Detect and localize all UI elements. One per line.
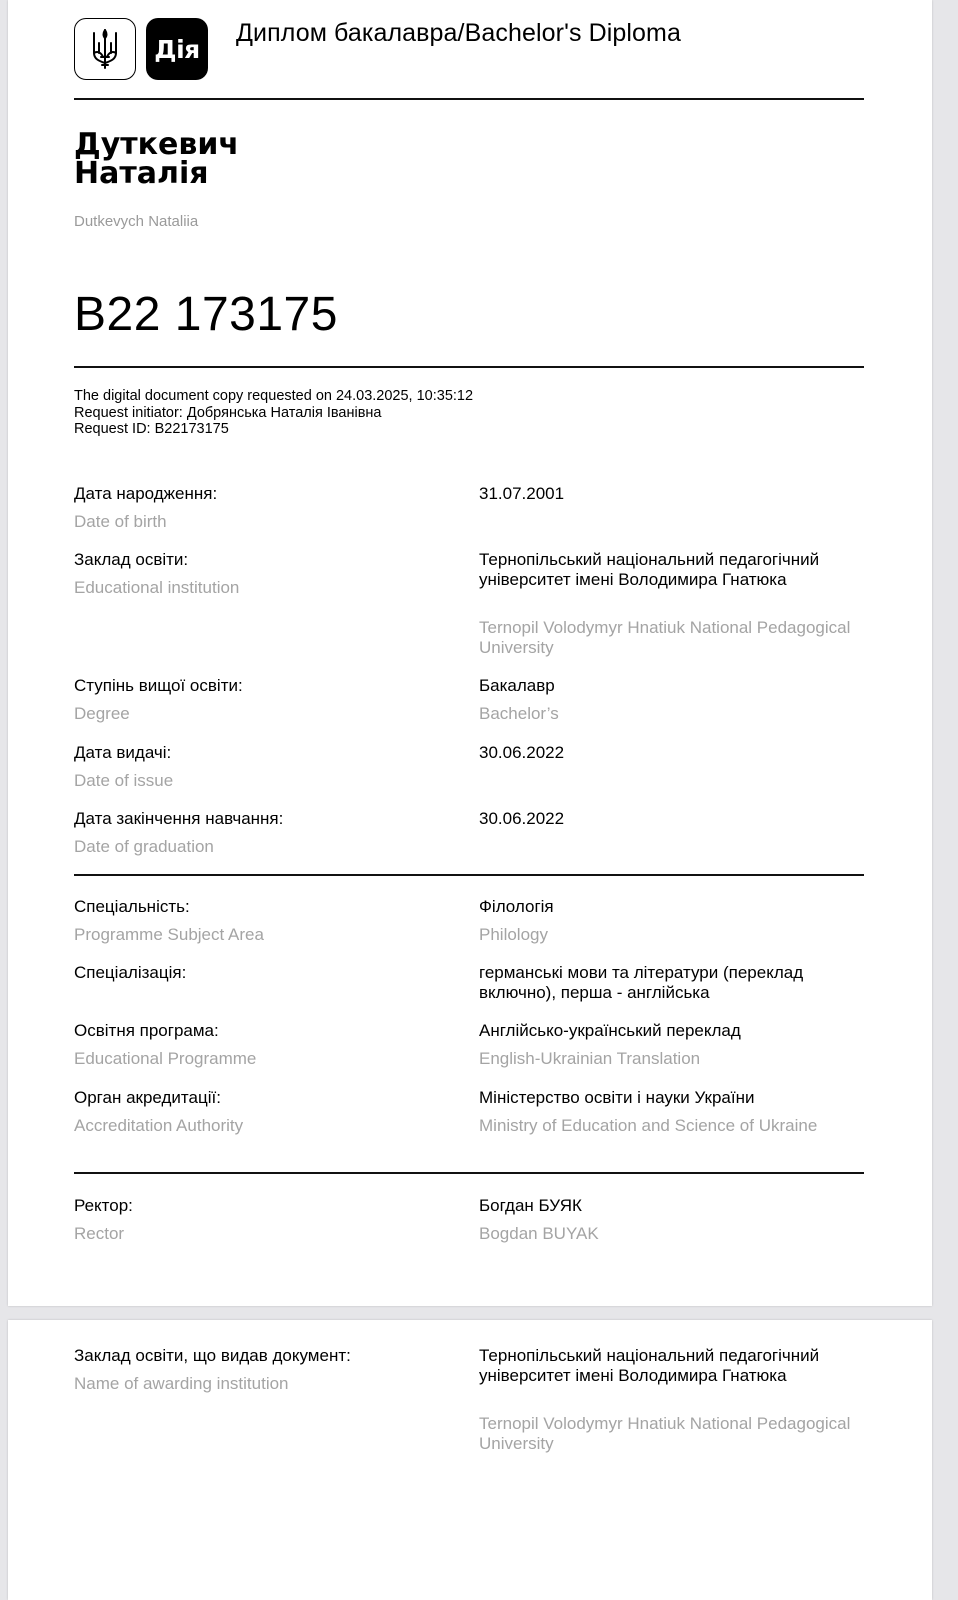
holder-given-name: Наталія [74,156,209,191]
field-value-en: Bachelor’s [479,704,559,723]
request-initiator: Request initiator: Добрянська Наталія Іванівна [74,404,382,421]
field-value-en: Ministry of Education and Science of Ukraine [479,1116,818,1135]
diia-logo: Дія [146,18,208,80]
field-label-en: Date of issue [74,771,174,790]
field-label-en: Date of graduation [74,837,214,856]
trident-icon-graphic [90,27,120,71]
field-label: Дата народження: [74,484,218,503]
field-value: 31.07.2001 [479,484,565,503]
field-label: Освітня програма: [74,1021,219,1040]
divider [74,874,864,876]
field-label-en: Degree [74,704,130,723]
field-label: Заклад освіти, що видав документ: [74,1346,351,1365]
field-label-en: Educational institution [74,578,240,597]
holder-name-en: Dutkevych Nataliia [74,213,199,230]
field-label-en: Rector [74,1224,125,1243]
field-value: Богдан БУЯК [479,1196,582,1215]
field-value: 30.06.2022 [479,809,565,828]
diploma-card [8,0,932,1306]
field-value: Тернопільський національний педагогічний університет імені Володимира Гнатюка [479,550,820,589]
field-label-en: Accreditation Authority [74,1116,244,1135]
field-value: Бакалавр [479,676,555,695]
field-value: Тернопільський національний педагогічний університет імені Володимира Гнатюка [479,1346,820,1385]
document-title: Диплом бакалавра/Bachelor's Diploma [236,19,681,47]
field-value-en: Bogdan BUYAK [479,1224,599,1243]
field-label: Спеціальність: [74,897,190,916]
field-value: 30.06.2022 [479,743,565,762]
document-number: B22 173175 [74,288,338,341]
divider [74,98,864,100]
field-label-en: Date of birth [74,512,167,531]
field-label: Ректор: [74,1196,133,1215]
field-value-en: Ternopil Volodymyr Hnatiuk National Pedagogical University [479,1414,851,1453]
field-value: Міністерство освіти і науки України [479,1088,755,1107]
field-label: Орган акредитації: [74,1088,221,1107]
diploma-card-page-2 [8,1320,932,1600]
field-value: Філологія [479,897,554,916]
field-label: Дата закінчення навчання: [74,809,284,828]
field-label-en: Name of awarding institution [74,1374,289,1393]
field-label-en: Programme Subject Area [74,925,264,944]
request-info [74,388,473,438]
field-label-en: Educational Programme [74,1049,257,1068]
holder-name-uk [74,127,239,191]
field-label: Заклад освіти: [74,550,189,569]
field-value-en: English-Ukrainian Translation [479,1049,701,1068]
field-label: Спеціалізація: [74,963,187,982]
field-value: германські мови та літератури (переклад включно), перша - англійська [479,963,804,1002]
field-value-en: Ternopil Volodymyr Hnatiuk National Pedagogical University [479,618,851,657]
field-value-en: Philology [479,925,548,944]
request-id: Request ID: B22173175 [74,421,229,437]
divider [74,366,864,368]
field-label: Дата видачі: [74,743,172,762]
holder-surname: Дуткевич [74,127,239,162]
trident-icon [74,18,136,80]
request-date: The digital document copy requested on 24.03.2025, 10:35:12 [74,388,474,404]
divider [74,1172,864,1174]
field-value: Англійсько-український переклад [479,1021,741,1040]
field-label: Ступінь вищої освіти: [74,676,243,695]
